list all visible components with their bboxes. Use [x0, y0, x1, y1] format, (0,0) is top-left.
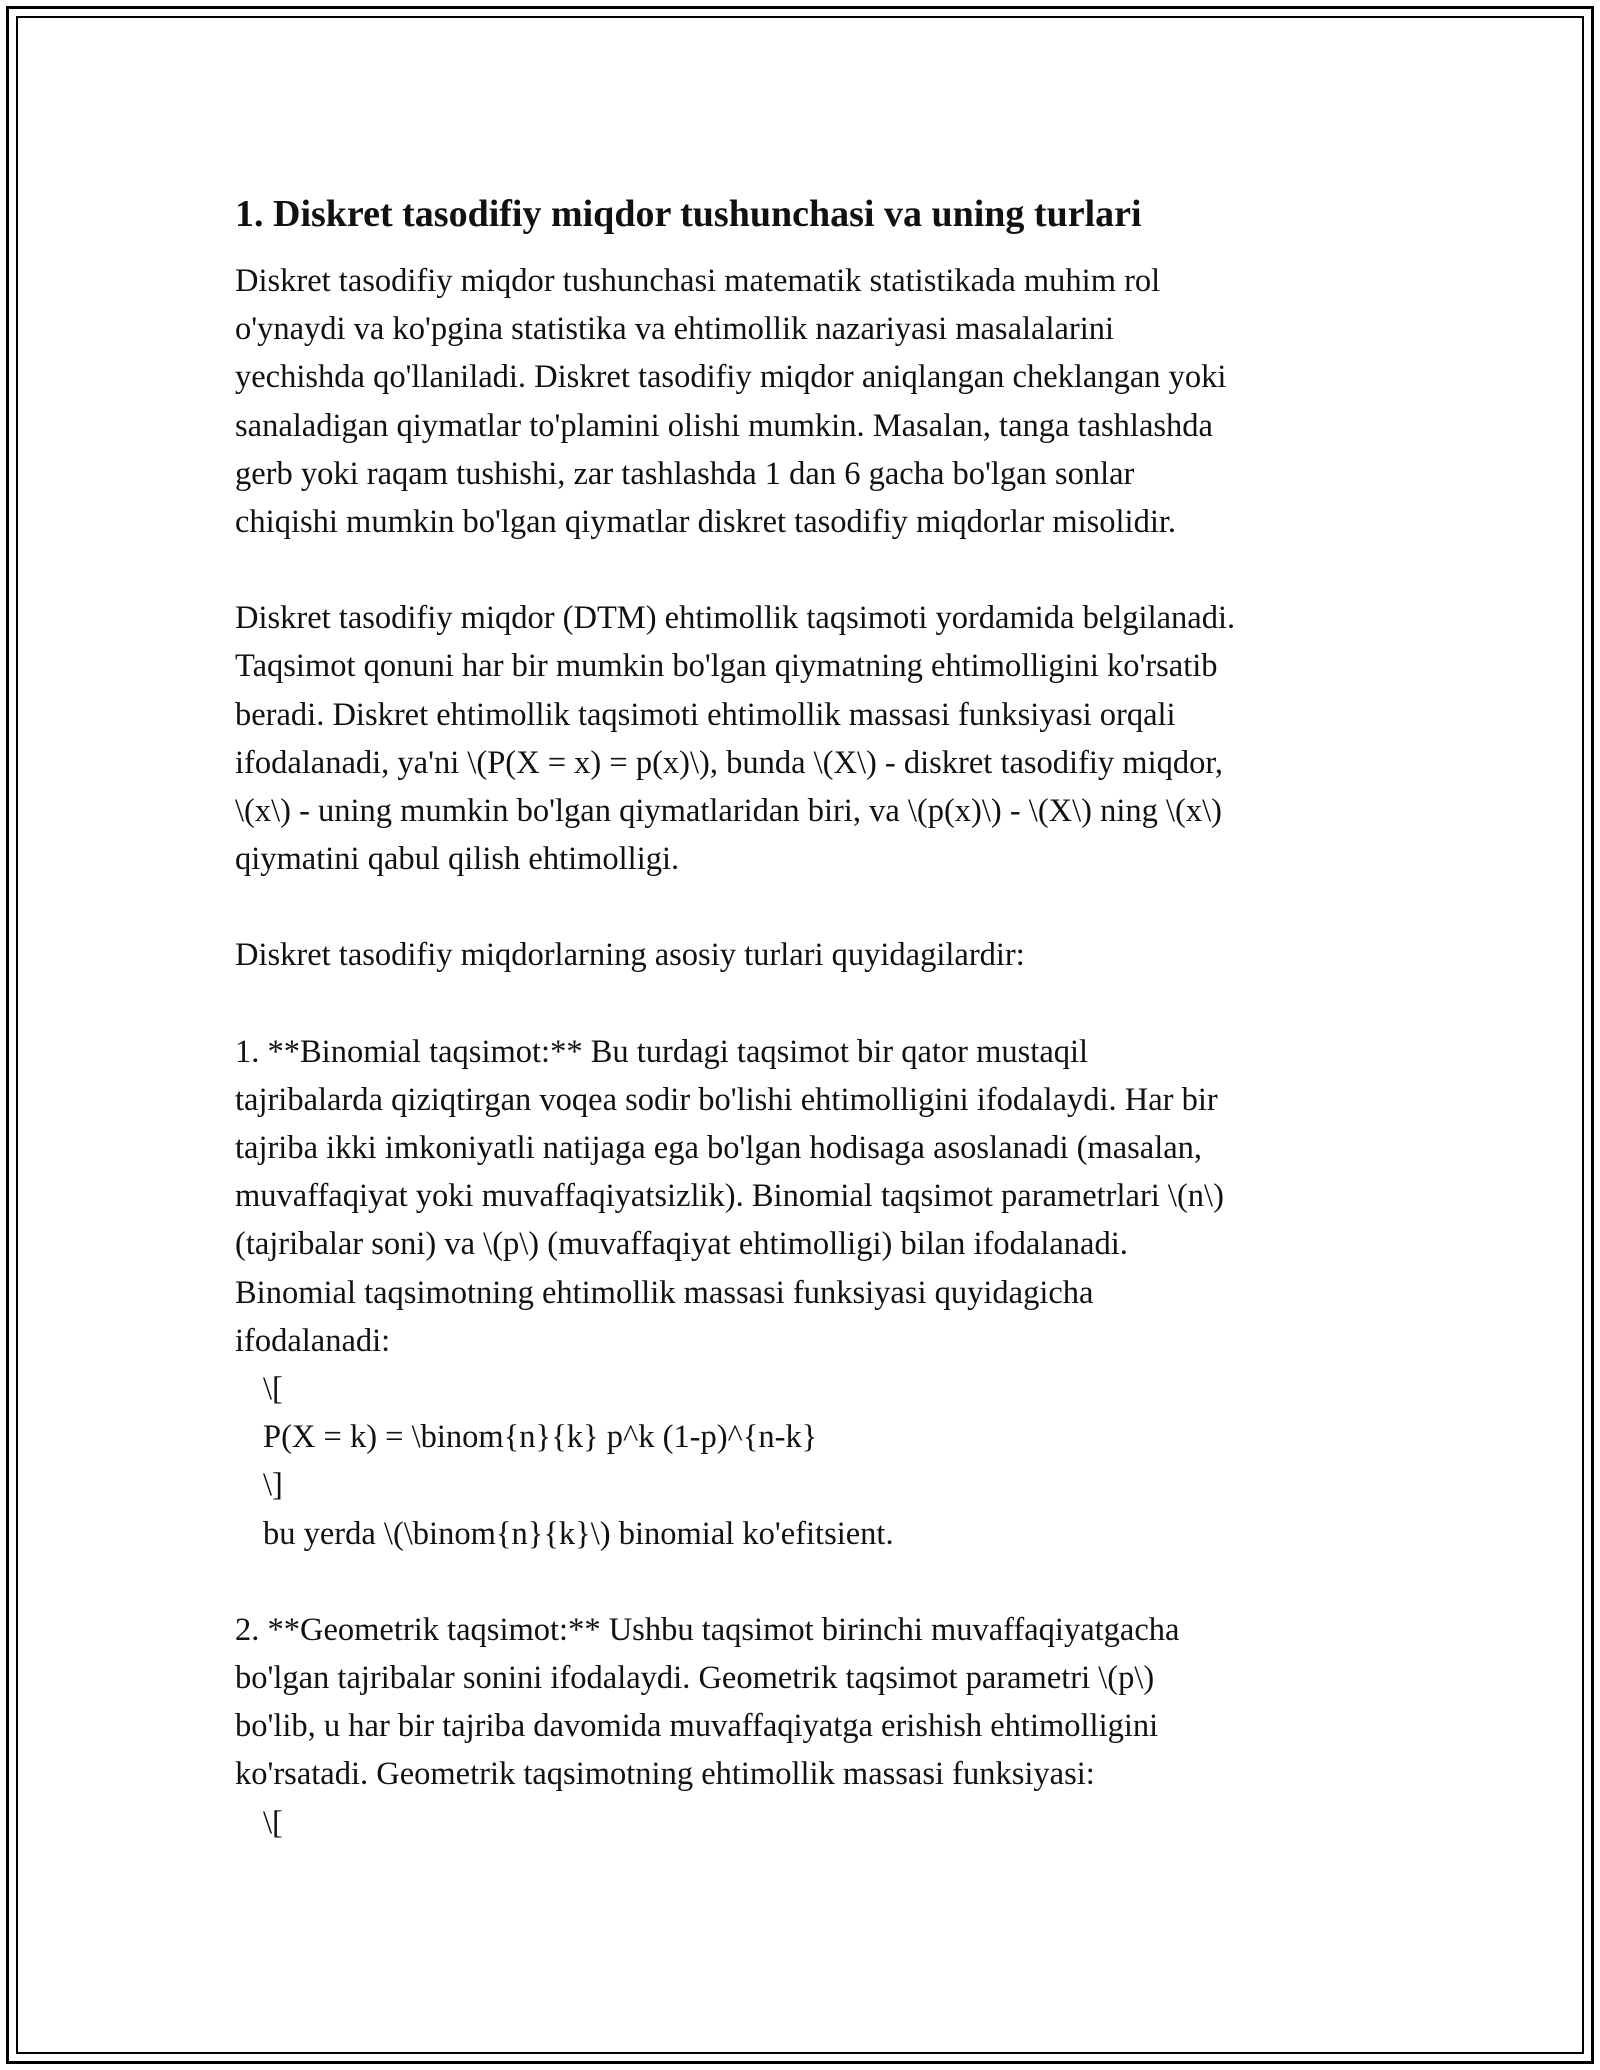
paragraph-intro: Diskret tasodifiy miqdor tushunchasi matematik statistikada muhim rol o'ynaydi va ko'pgina statistika va ehtimollik nazariyasi masalalarini yechishda qo'llaniladi. Diskret tasodifiy miqdor aniqlangan cheklangan yoki sanaladigan qiymatlar to'plamini olishi mumkin. Masalan, tanga tashlashda gerb yoki raqam tushishi, zar tashlashda 1 dan 6 gacha bo'lgan sonlar chiqishi mumkin bo'lgan qiymatlar diskret tasodifiy miqdorlar misolidir.	[235, 263, 1227, 541]
list-item-geometric: 2. **Geometrik taqsimot:** Ushbu taqsimot birinchi muvaffaqiyatgacha bo'lgan tajribalar sonini ifodalaydi. Geometrik taqsimot parametri \(p\) bo'lib, u har bir tajriba davomida muvaffaqiyatga erishish ehtimolligini ko'rsatadi. Geometrik taqsimotning ehtimollik massasi funksiyasi:	[235, 1611, 1180, 1793]
paragraph-types-intro: Diskret tasodifiy miqdorlarning asosiy turlari quyidagilardir:	[235, 937, 1025, 974]
list-item-binomial: 1. **Binomial taqsimot:** Bu turdagi taqsimot bir qator mustaqil tajribalarda qiziqtirgan voqea sodir bo'lishi ehtimolligini ifodalaydi. Har bir tajriba ikki imkoniyatli natijaga ega bo'lgan hodisaga asoslanadi (masalan, muvaffaqiyat yoki muvaffaqiyatsizlik). Binomial taqsimot parametrlari \(n\) (tajribalar soni) va \(p\) (muvaffaqiyat ehtimolligi) bilan ifodalanadi. Binomial taqsimotning ehtimollik massasi funksiyasi quyidagicha ifodalanadi:	[235, 1033, 1224, 1359]
paragraph-distribution: Diskret tasodifiy miqdor (DTM) ehtimollik taqsimoti yordamida belgilanadi. Taqsimot qonuni har bir mumkin bo'lgan qiymatning ehtimolligini ko'rsatib beradi. Diskret ehtimollik taqsimoti ehtimollik massasi funksiyasi orqali ifodalanadi, ya'ni \(P(X = x) = p(x)\), bunda \(X\) - diskret tasodifiy miqdor, \(x\) - uning mumkin bo'lgan qiymatlaridan biri, va \(p(x)\) - \(X\) ning \(x\) qiymatini qabul qilish ehtimolligi.	[235, 600, 1236, 878]
formula-binomial: \[ P(X = k) = \binom{n}{k} p^k (1-p)^{n-k} \] bu yerda \(\binom{n}{k}\) binomial ko'efitsient.	[263, 1371, 894, 1552]
formula-geometric-start: \[	[263, 1804, 283, 1841]
document-body	[235, 188, 1380, 1847]
document-title: 1. Diskret tasodifiy miqdor tushunchasi va uning turlari	[235, 193, 1142, 235]
